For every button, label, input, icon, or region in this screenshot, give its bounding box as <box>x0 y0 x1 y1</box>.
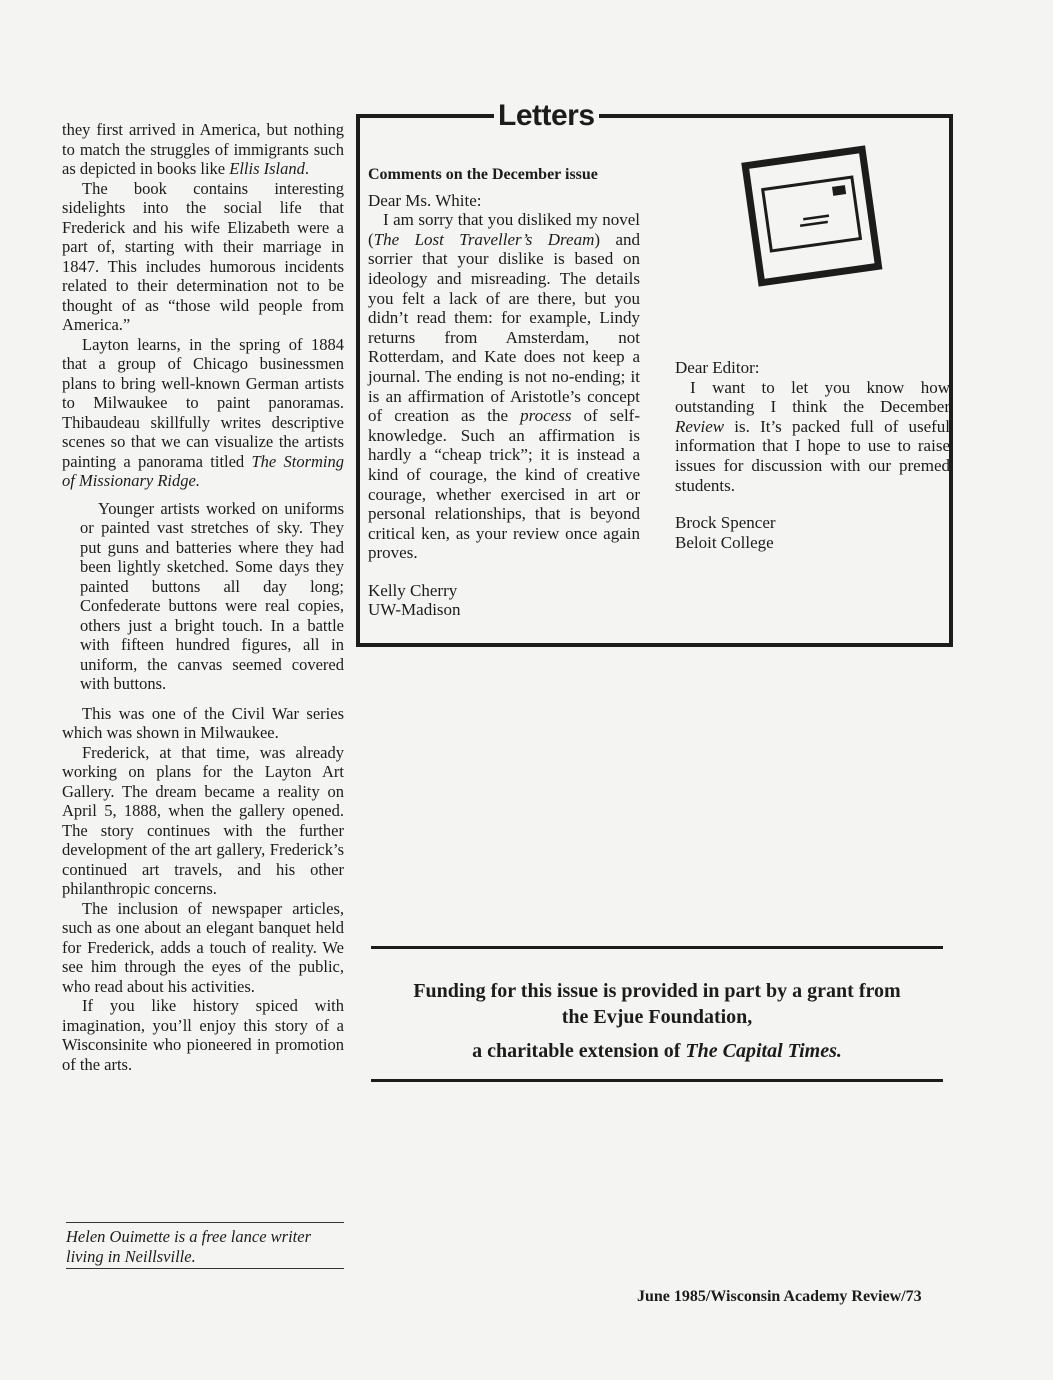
review-paragraph: The book contains interesting sidelights into the social life that Frederick and his wife Elizabeth were a part of, starting with their marriage in 1847. This includes humorous incidents related to their determination not to be thought of as “those wild people from America.” <box>62 178 344 334</box>
funding-notice <box>371 978 943 1064</box>
letter-body: I am sorry that you disliked my novel (The Lost Traveller’s Dream) and sorrier that your dislike is based on ideology and misreading. The details you felt a lack of are there, but you didn’t read them: for example, Lindy returns from Amsterdam, not Rotterdam, and Kate does not keep a journal. The ending is not no-ending; it is an affirmation of Aristotle’s concept of creation as the process of self-knowledge. Such an affirmation is hardly a “cheap trick”; it is instead a kind of courage, the kind of creative courage, whether exercised in art or personal relationships, that is beyond critical ken, as your review once again proves. <box>368 210 640 563</box>
letter-kelly-cherry <box>368 165 640 620</box>
letter-signer: Kelly Cherry <box>368 580 458 600</box>
review-paragraph: they first arrived in America, but nothing to match the struggles of immigrants such as depicted in books like Ellis Island. <box>62 120 344 178</box>
divider-rule <box>371 946 943 949</box>
letter-body: I want to let you know how outstanding I think the December Review is. It’s packed full of useful information that I hope to use to raise issues for discussion with our premed students. <box>675 377 950 495</box>
funding-line: the Evjue Foundation, <box>561 1006 753 1028</box>
letter-affiliation: UW-Madison <box>368 600 461 620</box>
letter-brock-spencer <box>675 358 950 552</box>
letter-salutation: Dear Editor: <box>675 358 760 377</box>
review-paragraph: Layton learns, in the spring of 1884 that a group of Chicago businessmen plans to bring well-known German artists to Milwaukee to paint panoramas. Thibaudeau skillfully writes descriptive scenes so that we can visualize the artists painting a panorama titled The Storming of Missionary Ridge. <box>62 334 344 490</box>
review-paragraph: If you like history spiced with imagination, you’ll enjoy this story of a Wisconsinite who pioneered in promotion of the arts. <box>62 996 344 1074</box>
divider-rule <box>371 1079 943 1082</box>
letter-heading: Comments on the December issue <box>368 166 598 183</box>
author-byline: Helen Ouimette is a free lance writer living in Neillsville. <box>66 1222 344 1269</box>
letter-affiliation: Beloit College <box>675 532 774 552</box>
page-footer: June 1985/Wisconsin Academy Review/73 <box>637 1288 922 1305</box>
block-quote: Younger artists worked on uniforms or painted vast stretches of sky. They put guns and batteries where they had been lightly sketched. Some days they painted buttons all day long; Confederate buttons were real copies, others just a bright touch. In a battle with fifteen hundred figures, all in uniform, the canvas seemed covered with buttons. <box>80 498 344 693</box>
letters-title: Letters <box>494 98 599 134</box>
funding-line: a charitable extension of The Capital Times. <box>472 1040 842 1062</box>
review-column <box>62 120 344 1074</box>
envelope-icon <box>737 143 887 291</box>
review-paragraph: The inclusion of newspaper articles, such as one about an elegant banquet held for Frederick, adds a touch of reality. We see him through the eyes of the public, who read about his activities. <box>62 898 344 996</box>
letter-salutation: Dear Ms. White: <box>368 190 482 210</box>
review-paragraph: This was one of the Civil War series which was shown in Milwaukee. <box>62 703 344 742</box>
review-paragraph: Frederick, at that time, was already working on plans for the Layton Art Gallery. The dream became a reality on April 5, 1888, when the gallery opened. The story continues with the further development of the art gallery, Frederick’s continued art travels, and his other philanthropic concerns. <box>62 742 344 898</box>
funding-line: Funding for this issue is provided in part by a grant from <box>413 980 901 1002</box>
letter-signer: Brock Spencer <box>675 513 776 533</box>
